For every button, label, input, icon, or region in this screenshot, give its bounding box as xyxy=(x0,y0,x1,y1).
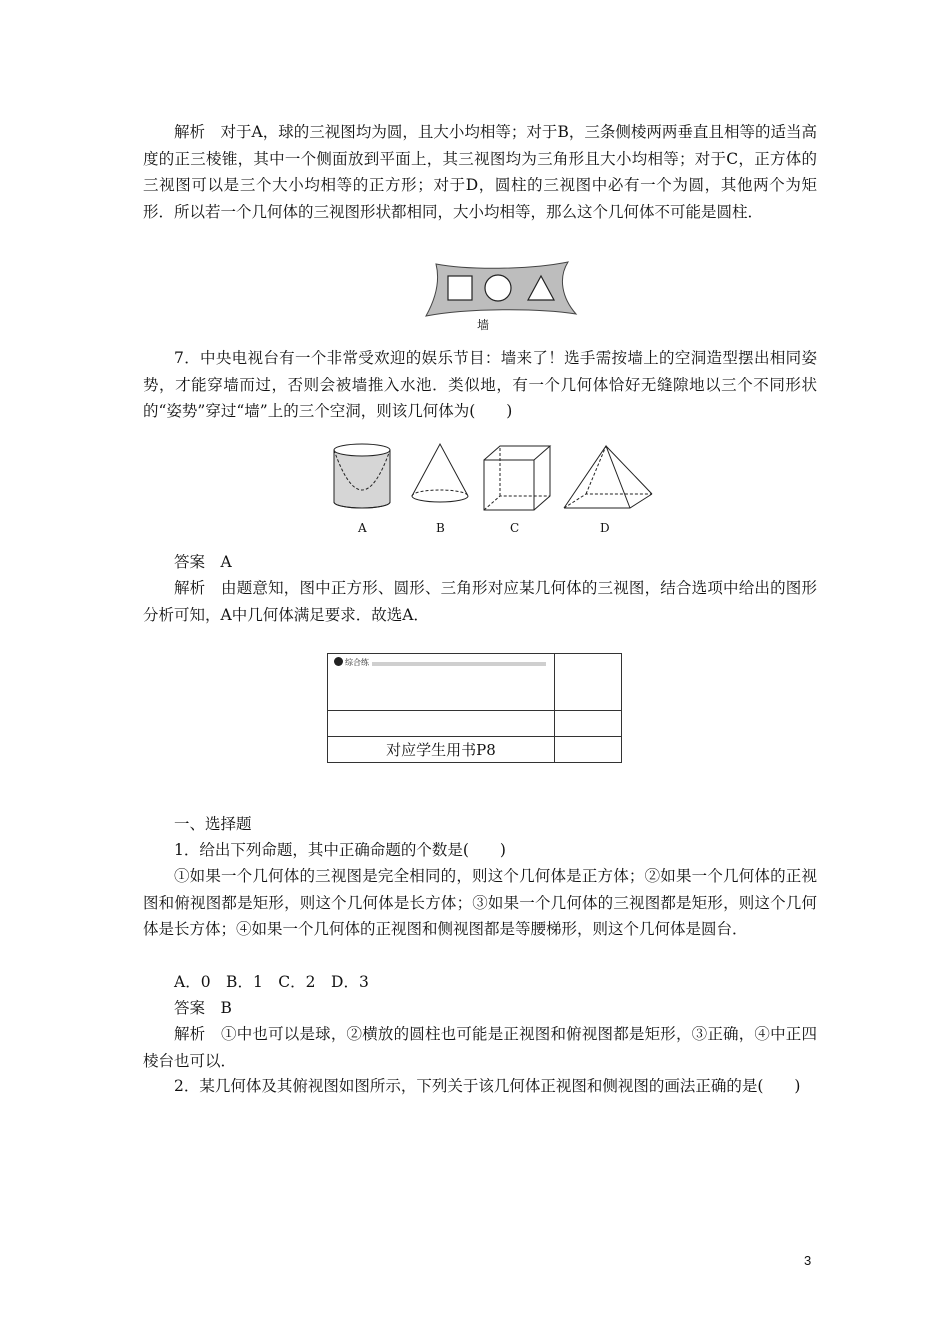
q6-analysis: 解析 对于A，球的三视图均为圆，且大小均相等；对于B，三条侧棱两两垂直且相等的适当高度的正三棱锥，其中一个侧面放到平面上，其三视图均为三角形且大小均相等；对于C，正方体的三视图可以是三个大小均相等的正方形；对于D，圆柱的三视图中必有一个为圆，其他两个为矩形．所以若一个几何体的三视图形状都相同，大小均相等，那么这个几何体不可能是圆柱． xyxy=(143,123,817,221)
option-label-b: B xyxy=(436,521,445,535)
q7-stem: 7．中央电视台有一个非常受欢迎的娱乐节目：墙来了！选手需按墙上的空洞造型摆出相同姿势，才能穿墙而过，否则会被墙推入水池．类似地，有一个几何体恰好无缝隙地以三个不同形状的“姿势”穿过“墙”上的三个空洞，则该几何体为( ) xyxy=(143,349,817,421)
q7-options-figure xyxy=(320,440,660,540)
q1-stem: 1．给出下列命题，其中正确命题的个数是( ) xyxy=(174,841,506,859)
bullet-icon xyxy=(334,657,343,666)
section-title: 一、选择题 xyxy=(174,815,252,833)
q1-body: ①如果一个几何体的三视图是完全相同的，则这个几何体是正方体；②如果一个几何体的正视图和俯视图都是矩形，则这个几何体是长方体；③如果一个几何体的三视图都是矩形，则这个几何体是长方体；④如果一个几何体的正视图和侧视图都是等腰梯形，则这个几何体是圆台． xyxy=(143,867,817,939)
wall-figure xyxy=(418,258,580,334)
square-hole-icon xyxy=(448,276,472,300)
section-banner-bar xyxy=(372,662,546,666)
wall-caption: 墙 xyxy=(477,318,490,332)
q7-answer: 答案 A xyxy=(174,553,232,571)
section-header-box xyxy=(327,653,622,763)
q2-stem: 2．某几何体及其俯视图如图所示，下列关于该几何体正视图和侧视图的画法正确的是( ) xyxy=(174,1077,801,1095)
q1-options: A．0 B．1 C．2 D．3 xyxy=(174,973,369,991)
option-label-a: A xyxy=(358,521,367,535)
q1-answer: 答案 B xyxy=(174,999,232,1017)
wall-illustration xyxy=(418,258,580,334)
option-label-d: D xyxy=(600,521,610,535)
circle-hole-icon xyxy=(485,275,511,301)
q1-analysis: 解析 ①中也可以是球，②横放的圆柱也可能是正视图和俯视图都是矩形，③正确，④中正四棱台也可以． xyxy=(143,1025,817,1070)
option-a-cylinder-icon xyxy=(334,444,390,508)
section-tag: 综合练 xyxy=(334,657,369,669)
option-c-cube-icon xyxy=(484,446,550,510)
option-d-pyramid-icon xyxy=(564,446,652,508)
q7-analysis: 解析 由题意知，图中正方形、圆形、三角形对应某几何体的三视图，结合选项中给出的图形分析可知，A中几何体满足要求．故选A． xyxy=(143,579,817,624)
book-reference: 对应学生用书P8 xyxy=(386,741,496,759)
option-b-cone-icon xyxy=(412,444,468,502)
option-label-c: C xyxy=(510,521,520,535)
option-solids xyxy=(320,440,660,516)
page-number: 3 xyxy=(804,1253,812,1268)
